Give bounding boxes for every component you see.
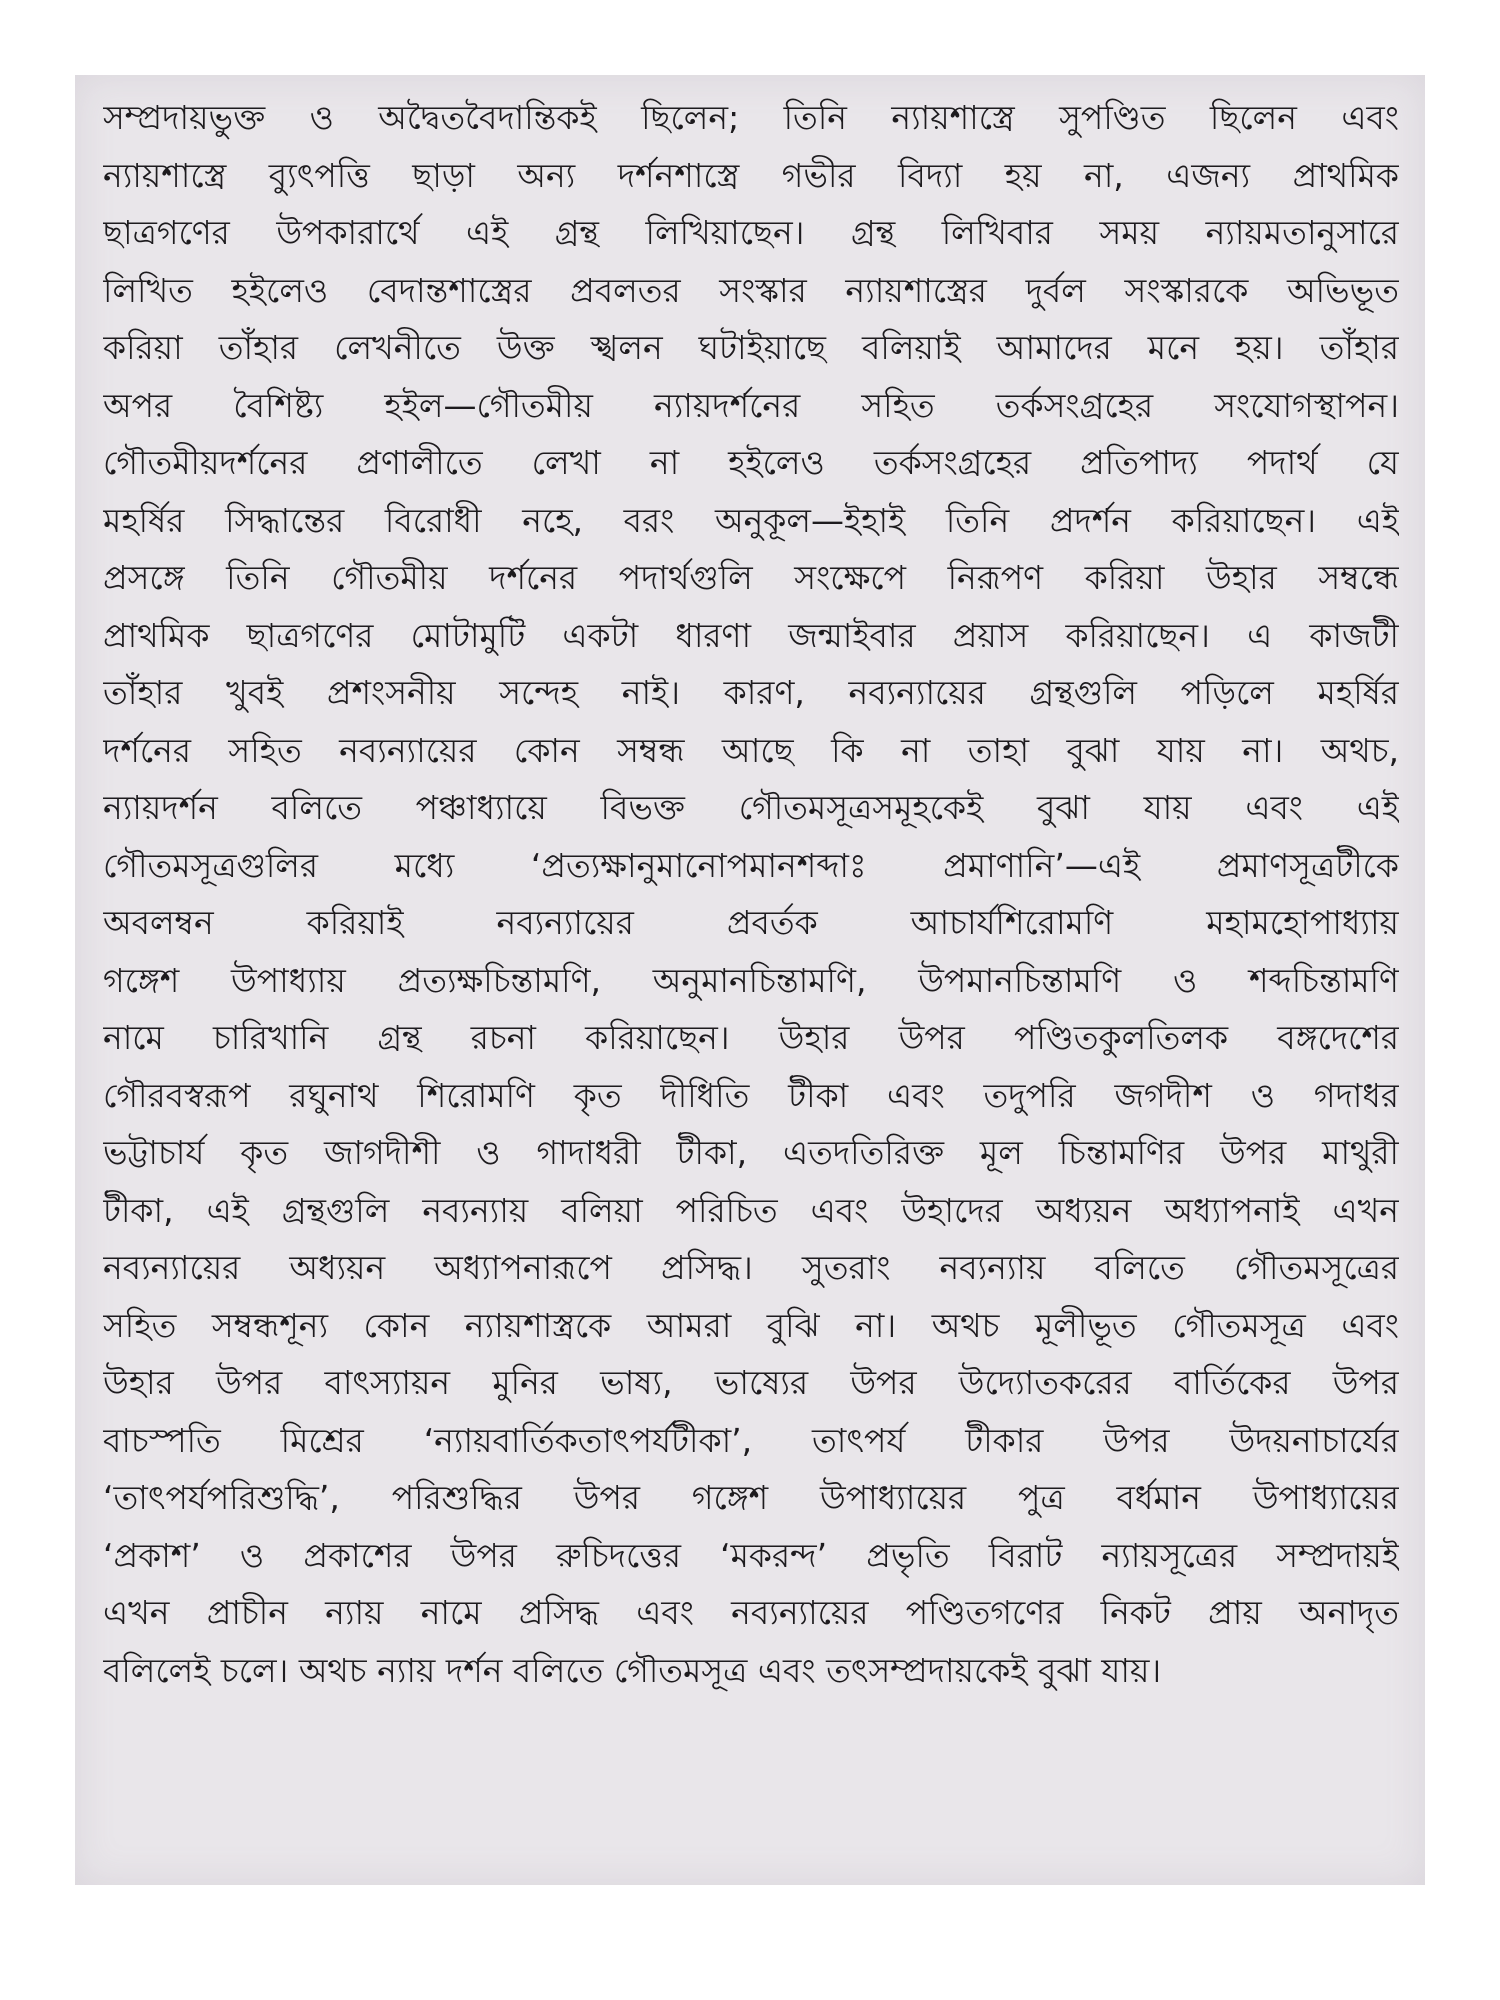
text-line: ন্যায়শাস্ত্রে ব্যুৎপত্তি ছাড়া অন্য দর্শনশাস্ত্রে গভীর বিদ্যা হয় না, এজন্য প্রাথমিক [103, 155, 1399, 195]
text-line: বলিলেই চলে। অথচ ন্যায় দর্শন বলিতে গৌতমসূত্র এবং তৎসম্প্রদায়কেই বুঝা যায়। [103, 1650, 1162, 1690]
text-line: অবলম্বন করিয়াই নব্যন্যায়ের প্রবর্তক আচার্যশিরোমণি মহামহোপাধ্যায় [103, 903, 1399, 942]
text-line: সম্প্রদায়ভুক্ত ও অদ্বৈতবৈদান্তিকই ছিলেন; তিনি ন্যায়শাস্ত্রে সুপণ্ডিত ছিলেন এবং [103, 98, 1399, 137]
text-line: তাঁহার খুবই প্রশংসনীয় সন্দেহ নাই। কারণ, নব্যন্যায়ের গ্রন্থগুলি পড়িলে মহর্ষির [103, 673, 1399, 712]
text-line: নব্যন্যায়ের অধ্যয়ন অধ্যাপনারূপে প্রসিদ্ধ। সুতরাং নব্যন্যায় বলিতে গৌতমসূত্রের [103, 1248, 1399, 1287]
text-line: এখন প্রাচীন ন্যায় নামে প্রসিদ্ধ এবং নব্যন্যায়ের পণ্ডিতগণের নিকট প্রায় অনাদৃত [103, 1593, 1399, 1632]
text-line: লিখিত হইলেও বেদান্তশাস্ত্রের প্রবলতর সংস্কার ন্যায়শাস্ত্রের দুর্বল সংস্কারকে অভিভূত [103, 270, 1399, 310]
text-line: গৌতমসূত্রগুলির মধ্যে ‘প্রত্যক্ষানুমানোপমানশব্দাঃ প্রমাণানি’—এই প্রমাণসূত্রটীকে [103, 845, 1399, 885]
text-line: মহর্ষির সিদ্ধান্তের বিরোধী নহে, বরং অনুকূল—ইহাই তিনি প্রদর্শন করিয়াছেন। এই [103, 500, 1399, 540]
text-line: করিয়া তাঁহার লেখনীতে উক্ত স্খলন ঘটাইয়াছে বলিয়াই আমাদের মনে হয়। তাঁহার [103, 328, 1399, 367]
body-text [103, 89, 1399, 1699]
text-line: নামে চারিখানি গ্রন্থ রচনা করিয়াছেন। উহার উপর পণ্ডিতকুলতিলক বঙ্গদেশের [103, 1018, 1399, 1057]
text-line: উহার উপর বাৎস্যায়ন মুনির ভাষ্য, ভাষ্যের উপর উদ্যোতকরের বার্তিকের উপর [103, 1363, 1399, 1402]
text-line: ছাত্রগণের উপকারার্থে এই গ্রন্থ লিখিয়াছেন। গ্রন্থ লিখিবার সময় ন্যায়মতানুসারে [103, 213, 1399, 252]
text-line: ন্যায়দর্শন বলিতে পঞ্চাধ্যায়ে বিভক্ত গৌতমসূত্রসমূহকেই বুঝা যায় এবং এই [103, 788, 1399, 827]
text-line: ‘তাৎপর্যপরিশুদ্ধি’, পরিশুদ্ধির উপর গঙ্গেশ উপাধ্যায়ের পুত্র বর্ধমান উপাধ্যায়ের [103, 1478, 1399, 1517]
text-line: গৌতমীয়দর্শনের প্রণালীতে লেখা না হইলেও তর্কসংগ্রহের প্রতিপাদ্য পদার্থ যে [103, 443, 1399, 482]
text-line: টীকা, এই গ্রন্থগুলি নব্যন্যায় বলিয়া পরিচিত এবং উহাদের অধ্যয়ন অধ্যাপনাই এখন [103, 1190, 1399, 1230]
text-line: দর্শনের সহিত নব্যন্যায়ের কোন সম্বন্ধ আছে কি না তাহা বুঝা যায় না। অথচ, [103, 730, 1399, 770]
text-line: অপর বৈশিষ্ট্য হইল—গৌতমীয় ন্যায়দর্শনের সহিত তর্কসংগ্রহের সংযোগস্থাপন। [103, 385, 1399, 425]
text-line: ভট্টাচার্য কৃত জাগদীশী ও গাদাধরী টীকা, এতদতিরিক্ত মূল চিন্তামণির উপর মাথুরী [103, 1133, 1399, 1172]
scanned-page [75, 75, 1425, 1885]
text-line: প্রসঙ্গে তিনি গৌতমীয় দর্শনের পদার্থগুলি সংক্ষেপে নিরূপণ করিয়া উহার সম্বন্ধে [103, 558, 1399, 597]
text-line: বাচস্পতি মিশ্রের ‘ন্যায়বার্তিকতাৎপর্যটীকা’, তাৎপর্য টীকার উপর উদয়নাচার্যের [103, 1420, 1399, 1460]
text-line: প্রাথমিক ছাত্রগণের মোটামুটি একটা ধারণা জন্মাইবার প্রয়াস করিয়াছেন। এ কাজটী [103, 615, 1399, 655]
text-line: সহিত সম্বন্ধশূন্য কোন ন্যায়শাস্ত্রকে আমরা বুঝি না। অথচ মূলীভূত গৌতমসূত্র এবং [103, 1305, 1399, 1345]
text-line: গৌরবস্বরূপ রঘুনাথ শিরোমণি কৃত দীধিতি টীকা এবং তদুপরি জগদীশ ও গদাধর [103, 1075, 1399, 1115]
text-line: গঙ্গেশ উপাধ্যায় প্রত্যক্ষচিন্তামণি, অনুমানচিন্তামণি, উপমানচিন্তামণি ও শব্দচিন্তামণি [103, 960, 1399, 1000]
text-line: ‘প্রকাশ’ ও প্রকাশের উপর রুচিদত্তের ‘মকরন্দ’ প্রভৃতি বিরাট ন্যায়সূত্রের সম্প্রদায়ই [103, 1535, 1399, 1575]
